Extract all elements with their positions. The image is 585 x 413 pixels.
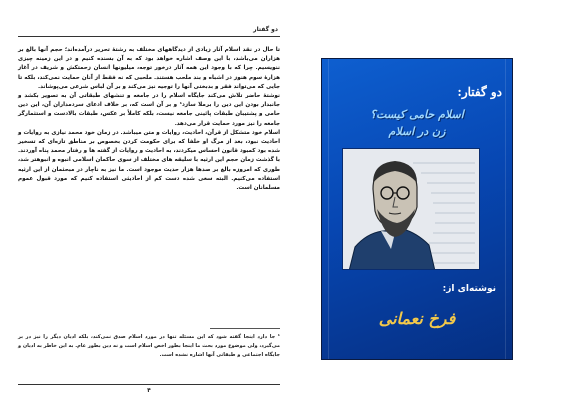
footnote-divider (210, 328, 280, 329)
paragraph-1: تا حال در نقد اسلام آثار زیادی از دیدگاههای مختلف به رشتهٔ تحریر درآمده‌اند؛ حجم آنها بالغ بر هزاران می‌باشد، با این وصف اشاره خواهد بود که به آن بسنده کنیم و در این زمینه چیزی ننویسیم. چرا که با وجود این همه آثار درخور توجه، میلیونها انسان زحمتکش و شریف در آغاز هزارهٔ سوم هنوز در اشباه و بند ملحب هستند. ملحبی که نه فقط از آنان حمایت نمی‌کند، بلکه تا جایی که می‌تواند فقر و بدبختی آنها را توجیه نیز می‌کند و بر آن لباس شرعی می‌پوشاند. (18, 47, 280, 90)
cover-title: دو گفتار: (457, 85, 502, 99)
cover-subtitle-line-1: اسلام حامی کیست؟ (370, 108, 464, 121)
author-label: نوشته‌ای از: (442, 284, 496, 294)
portrait-illustration (343, 149, 480, 270)
portrait-image (342, 148, 480, 270)
author-name: فرخ نعمانی (378, 309, 456, 328)
footnote: ¹ جا دارد اینجا گفته شود که این مسئله تنها در مورد اسلام صدق نمی‌کند، بلکه ادیان دیگر را نیز در بر می‌گیرد، ولی موضوع مورد بحث ما اینجا بطور اخص اسلام است و نه دین بطور عام. به این خاطر به ادیان و جایگاه اجتماعی و طبقاتی آنها اشاره نشده است. (18, 334, 280, 358)
page-number: ۴ (147, 387, 151, 394)
body-text (18, 46, 280, 193)
book-cover (321, 58, 513, 360)
footer-divider (18, 384, 280, 385)
header-title: دو گفتار (253, 26, 278, 33)
cover-subtitle-line-2: زن در اسلام (388, 125, 446, 138)
paragraph-3: اسلام خود متشکل از قرآن، احادیث، روایات و متن میباشد. در زمان خود محمد نیازی به روایات و احادیث نبود، بعد از مرگ او خلفا که برای حکومت کردن بخصوص بر مناطق تازه‌ای که تسخیر شده بود کمبود قانون احساس میکردند، به احادیث و روایات از گفته ها و رفتار محمد پناه آوردند. با گذشت زمان حجم این ارثیه با سلیقه های مختلف از سوی حاکمان اسلامی انبوه و انبوهتر شد، طوری که امروزه بالغ بر صدها هزار حدیث موجود است. ما نیز به ناچار در مبحثمان از این ارثیه استفاده می‌کنیم. البته سعی شده دست کم از احادیثی استفاده کنیم که مورد قبول عموم مسلمانان است. (18, 129, 280, 192)
paragraph-2: نوشتهٔ حاضر تلاش می‌کند جایگاه اسلام را در جامعه و تنشهای طبقاتی آن به تصویر بکشد و جانبدار بودن این دین را برملا سازد¹ و بر آن است که، بر خلاف ادعای سردمداران آن، این دین حامی و پشتیبان طبقات پائینی جامعه نیست، بلکه کاملاً بر عکس، طبقات بالادست و استثمارگر جامعه را نیز مورد حمایت قرار می‌دهد. (18, 93, 281, 127)
cover-subtitle (332, 106, 502, 140)
left-text-page (18, 26, 280, 398)
page-header (18, 26, 280, 35)
header-divider (18, 36, 280, 37)
